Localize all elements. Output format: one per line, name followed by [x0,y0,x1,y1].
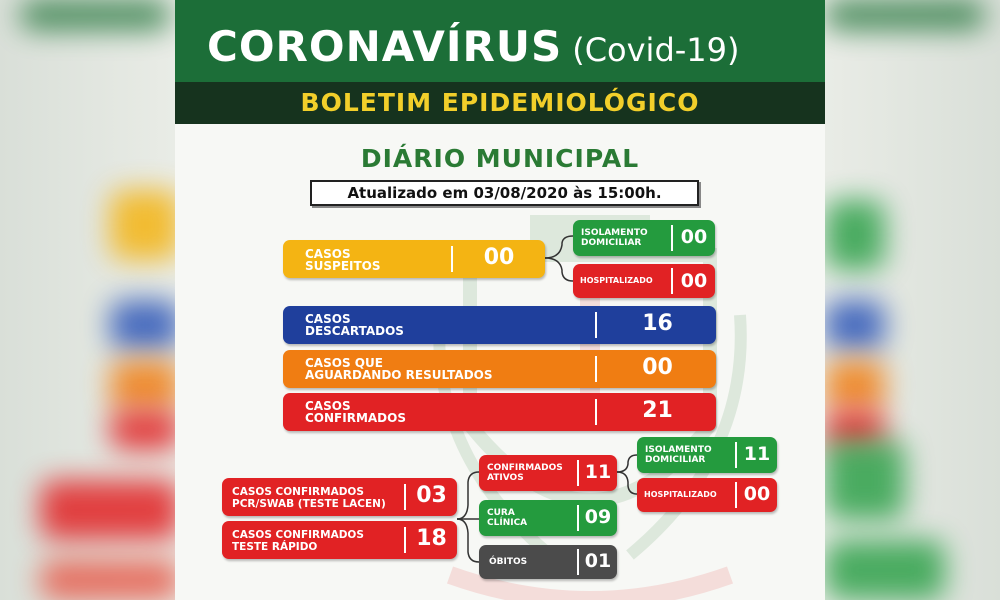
updated-timestamp: Atualizado em 03/08/2020 às 15:00h. [310,180,699,206]
deaths-card [479,545,617,579]
divider [595,312,597,338]
suspected-hospitalized-label: HOSPITALIZADO [580,276,653,285]
awaiting-results-label: CASOS QUE AGUARDANDO RESULTADOS [305,356,493,382]
daily-title: DIÁRIO MUNICIPAL [360,144,640,173]
active-isolation-label: ISOLAMENTO DOMICILIAR [645,445,712,465]
suspected-cases-label: CASOS SUSPEITOS [305,247,381,273]
clinical-cure-card [479,500,617,536]
blur-shape [110,300,175,350]
divider [451,246,453,272]
blur-shape [40,560,175,600]
blur-shape [825,540,945,600]
rapid-test-confirmed-card [222,521,457,559]
awaiting-results-value: 00 [642,355,673,380]
blur-shape [825,440,905,520]
pcr-confirmed-value: 03 [416,483,447,508]
active-confirmed-label: CONFIRMADOS ATIVOS [487,463,563,483]
title-text: CORONAVÍRUS [207,22,563,71]
header-title [207,22,740,71]
suspected-hospitalized-value: 00 [680,270,708,292]
background-left [0,0,175,600]
blur-shape [20,0,170,30]
confirmed-cases-label: CASOS CONFIRMADOS [305,399,406,425]
active-isolation-value: 11 [743,443,771,465]
title-subtitle: (Covid-19) [572,31,740,69]
divider [595,356,597,382]
confirmed-cases-value: 21 [642,398,673,423]
bulletin-poster [175,0,825,600]
suspected-hospitalized-card [573,264,715,298]
suspected-cases-card [283,240,545,278]
blur-shape [825,360,885,410]
active-hospitalized-value: 00 [743,483,771,505]
pcr-confirmed-card [222,478,457,516]
suspected-isolation-value: 00 [680,226,708,248]
divider [595,399,597,425]
blur-shape [825,200,885,270]
blur-shape [110,410,175,450]
suspected-cases-value: 00 [483,245,515,270]
deaths-label: ÓBITOS [489,557,528,567]
active-confirmed-value: 11 [584,461,612,483]
blur-shape [825,300,885,350]
rapid-test-confirmed-label: CASOS CONFIRMADOS TESTE RÁPIDO [232,529,364,553]
pcr-confirmed-label: CASOS CONFIRMADOS PCR/SWAB (TESTE LACEN) [232,486,386,510]
suspected-isolation-label: ISOLAMENTO DOMICILIAR [581,228,648,248]
blur-shape [40,480,175,540]
discarded-cases-card [283,306,716,344]
rapid-test-confirmed-value: 18 [416,526,447,551]
awaiting-results-card [283,350,716,388]
active-hospitalized-card [637,478,777,512]
blur-shape [110,190,175,260]
confirmed-cases-card [283,393,716,431]
blur-shape [110,360,175,410]
deaths-value: 01 [584,550,612,572]
header-bar [175,0,825,82]
clinical-cure-value: 09 [584,506,612,528]
active-isolation-card [637,437,777,473]
blur-shape [825,0,985,30]
active-confirmed-card [479,455,617,491]
clinical-cure-label: CURA CLÍNICA [487,508,528,528]
active-hospitalized-label: HOSPITALIZADO [644,490,717,499]
discarded-cases-value: 16 [642,311,673,336]
discarded-cases-label: CASOS DESCARTADOS [305,312,404,338]
bulletin-title: BOLETIM EPIDEMIOLÓGICO [300,88,700,117]
suspected-isolation-card [573,220,715,256]
bulletin-band [175,82,825,124]
background-right [825,0,1000,600]
